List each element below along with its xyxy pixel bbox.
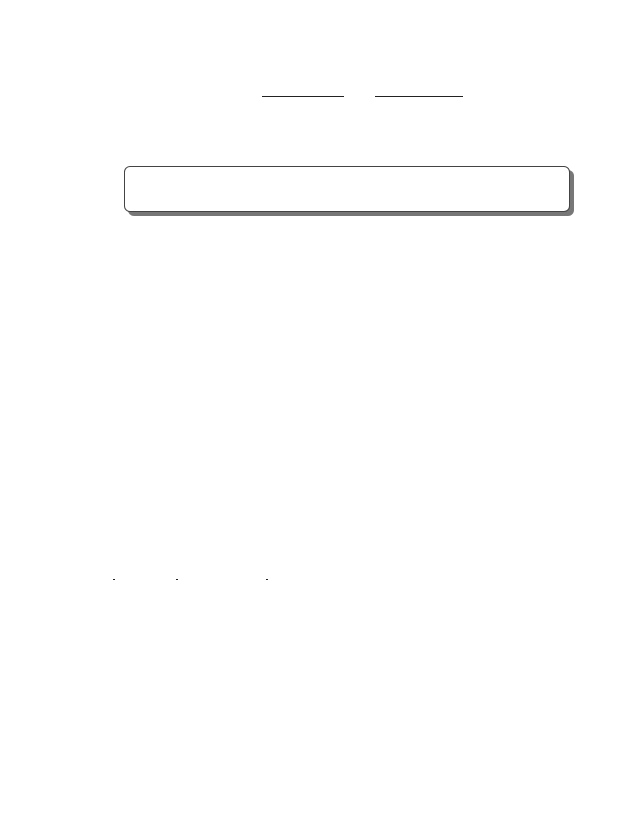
assignment-fraction-siblings xyxy=(266,579,268,580)
assignment-fraction-friends xyxy=(176,579,178,580)
answer-blank-2[interactable] xyxy=(375,96,463,97)
answer-blank-1[interactable] xyxy=(262,96,344,97)
generalization-note-box xyxy=(124,166,570,212)
assignment-fraction-karie xyxy=(113,579,115,580)
